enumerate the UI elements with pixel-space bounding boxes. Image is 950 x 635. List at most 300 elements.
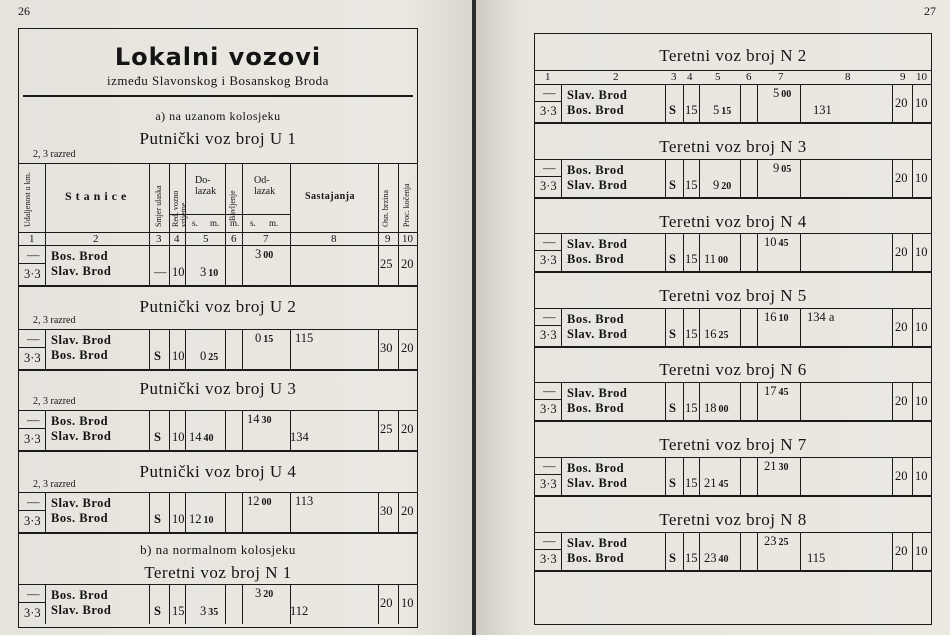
divider [757, 457, 758, 495]
meetings: 131 [813, 103, 832, 117]
brake: 20 [401, 422, 414, 436]
divider [378, 584, 379, 624]
arrival-m: 15 [721, 106, 732, 117]
divider [757, 233, 758, 271]
divider [892, 159, 893, 197]
right-page [476, 0, 950, 635]
station-to: Bos. Brod [567, 401, 625, 415]
col-num-8: 8 [845, 71, 851, 83]
divider [561, 457, 562, 495]
divider [892, 233, 893, 271]
departure [255, 586, 273, 601]
station-from: Bos. Brod [51, 588, 109, 602]
train-title-n5: Teretni voz broj N 5 [659, 286, 807, 305]
departure-h: 21 [764, 459, 777, 473]
departure-m: 20 [263, 589, 274, 600]
divider [149, 492, 150, 532]
speed: 20 [895, 171, 908, 185]
station-from: Bos. Brod [51, 249, 109, 263]
divider [912, 159, 913, 197]
divider [665, 159, 666, 197]
meetings: 134 [290, 430, 309, 444]
header-speed: Osn. brzina [381, 190, 390, 227]
km: 3·3 [24, 432, 41, 446]
divider [535, 570, 931, 572]
station-from: Slav. Brod [51, 496, 112, 510]
divider [169, 163, 170, 245]
divider [45, 410, 46, 450]
divider [535, 197, 931, 199]
train-row-n4 [535, 233, 931, 271]
km: 3·3 [24, 606, 41, 620]
departure [773, 161, 791, 176]
arrival-h: 9 [713, 178, 720, 192]
class-label-u2: 2, 3 razred [33, 315, 76, 326]
col-num-2: 2 [93, 233, 99, 245]
header-arrival: Do- lazak [195, 175, 217, 197]
divider [683, 532, 684, 570]
header-departure-h: s. [250, 218, 256, 228]
running-time: 10 [172, 512, 185, 526]
direction: S [669, 476, 676, 490]
arrival [189, 512, 214, 527]
divider [225, 410, 226, 450]
divider [740, 159, 741, 197]
divider [892, 532, 893, 570]
direction: S [669, 103, 676, 117]
header-meetings: Sastajanja [305, 191, 356, 202]
train-title-u2: Putnički voz broj U 2 [139, 297, 297, 316]
brake: 10 [915, 544, 928, 558]
divider [757, 532, 758, 570]
header-departure: Od- lazak [254, 175, 276, 197]
train-title-n3: Teretni voz broj N 3 [659, 137, 807, 156]
divider [19, 263, 45, 264]
departure-h: 14 [247, 412, 260, 426]
divider [699, 532, 700, 570]
direction: S [669, 178, 676, 192]
divider [185, 410, 186, 450]
divider [699, 233, 700, 271]
divider [45, 245, 46, 285]
divider [225, 584, 226, 624]
col-num-3: 3 [156, 233, 162, 245]
divider [149, 163, 150, 245]
arrival-h: 5 [713, 103, 720, 117]
speed: 20 [380, 596, 393, 610]
section-a-label: a) na uzanom kolosjeku [155, 109, 281, 123]
divider [892, 457, 893, 495]
brake: 10 [915, 394, 928, 408]
station-from: Slav. Brod [567, 536, 628, 550]
divider [19, 428, 45, 429]
station-from: Slav. Brod [51, 333, 112, 347]
divider [19, 347, 45, 348]
direction: — [154, 265, 167, 279]
arrival-m: 20 [721, 181, 732, 192]
divider [912, 84, 913, 122]
divider [757, 308, 758, 346]
header-direction: Smjer ulaska [154, 185, 163, 227]
divider [800, 233, 801, 271]
class-label-u1: 2, 3 razred [33, 149, 76, 160]
divider [535, 325, 561, 326]
divider [683, 382, 684, 420]
divider [683, 308, 684, 346]
divider [19, 369, 417, 371]
km: 3·3 [24, 267, 41, 281]
class-label-u3: 2, 3 razred [33, 396, 76, 407]
arrival [704, 551, 729, 566]
col-num-9: 9 [900, 71, 906, 83]
header-stations: S t a n i c e [65, 189, 127, 203]
divider [169, 410, 170, 450]
station-to: Slav. Brod [567, 476, 628, 490]
divider [149, 329, 150, 369]
arrival-h: 11 [704, 252, 717, 266]
departure [764, 235, 789, 250]
station-from: Bos. Brod [567, 312, 625, 326]
divider [378, 245, 379, 285]
brake: 20 [401, 341, 414, 355]
divider [800, 382, 801, 420]
divider [535, 101, 561, 102]
divider [683, 159, 684, 197]
header-arrival-m: m. [210, 218, 220, 228]
divider [561, 84, 562, 122]
header-bottom-rule [19, 232, 417, 233]
departure [255, 331, 273, 346]
divider [535, 549, 561, 550]
arrival-m: 10 [203, 515, 214, 526]
divider [149, 245, 150, 285]
divider [912, 457, 913, 495]
km: 3·3 [540, 253, 557, 267]
divider [535, 70, 931, 71]
dash: — [543, 161, 556, 175]
header-departure-m: m. [269, 218, 279, 228]
arrival-m: 25 [718, 330, 729, 341]
train-title-n4: Teretni voz broj N 4 [659, 212, 807, 231]
divider [535, 474, 561, 475]
brake: 10 [915, 245, 928, 259]
train-title-n6: Teretni voz broj N 6 [659, 360, 807, 379]
divider [242, 245, 243, 285]
speed: 20 [895, 394, 908, 408]
divider [398, 492, 399, 532]
divider [561, 308, 562, 346]
dash: — [27, 248, 40, 262]
running-time: 15 [685, 327, 698, 341]
divider [665, 308, 666, 346]
divider [225, 245, 226, 285]
divider [740, 532, 741, 570]
divider [561, 233, 562, 271]
divider [378, 163, 379, 245]
divider [169, 329, 170, 369]
meetings: 112 [290, 604, 309, 618]
arrival-m: 00 [718, 404, 729, 415]
departure [247, 494, 272, 509]
departure-m: 00 [263, 250, 274, 261]
col-num-4: 4 [687, 71, 693, 83]
divider [535, 399, 561, 400]
station-from: Bos. Brod [567, 461, 625, 475]
arrival [704, 476, 729, 491]
departure-m: 25 [778, 537, 789, 548]
train-title-u1: Putnički voz broj U 1 [139, 129, 297, 148]
page-number-left: 26 [18, 4, 30, 18]
divider [561, 159, 562, 197]
departure-m: 45 [778, 387, 789, 398]
departure-h: 5 [773, 86, 780, 100]
divider [699, 382, 700, 420]
divider [757, 382, 758, 420]
divider [892, 382, 893, 420]
divider [378, 410, 379, 450]
col-num-5: 5 [203, 233, 209, 245]
station-from: Slav. Brod [567, 386, 628, 400]
divider [242, 329, 243, 369]
departure-m: 15 [263, 334, 274, 345]
divider [561, 382, 562, 420]
departure-h: 3 [255, 247, 262, 261]
departure [764, 384, 789, 399]
divider [740, 308, 741, 346]
arrival-h: 21 [704, 476, 717, 490]
arrival-m: 25 [208, 352, 219, 363]
col-num-1: 1 [545, 71, 551, 83]
station-to: Bos. Brod [51, 511, 109, 525]
train-title-u3: Putnički voz broj U 3 [139, 379, 297, 398]
direction: S [669, 551, 676, 565]
station-from: Bos. Brod [567, 163, 625, 177]
departure-m: 00 [781, 89, 792, 100]
arrival [713, 178, 731, 193]
divider [699, 457, 700, 495]
divider [757, 84, 758, 122]
divider [378, 329, 379, 369]
title-rule [23, 95, 413, 97]
speed: 25 [380, 257, 393, 271]
divider [757, 159, 758, 197]
speed: 20 [895, 469, 908, 483]
station-to: Slav. Brod [51, 603, 112, 617]
divider [683, 233, 684, 271]
departure-h: 16 [764, 310, 777, 324]
divider [290, 245, 291, 285]
divider [740, 233, 741, 271]
arrival-m: 00 [718, 255, 729, 266]
meetings: 115 [295, 331, 314, 345]
train-title-n7: Teretni voz broj N 7 [659, 435, 807, 454]
station-to: Slav. Brod [567, 178, 628, 192]
train-title-n8: Teretni voz broj N 8 [659, 510, 807, 529]
arrival-m: 35 [208, 607, 219, 618]
divider [169, 584, 170, 624]
page-title: Lokalni vozovi [114, 43, 322, 71]
arrival-h: 3 [200, 604, 207, 618]
train-row-u4 [19, 492, 417, 532]
departure [255, 247, 273, 262]
station-from: Slav. Brod [567, 88, 628, 102]
speed: 25 [380, 422, 393, 436]
station-to: Bos. Brod [51, 348, 109, 362]
divider [800, 532, 801, 570]
train-row-u3 [19, 410, 417, 450]
arrival [200, 349, 218, 364]
departure-m: 00 [261, 497, 272, 508]
meetings: 134 a [807, 310, 835, 324]
divider [535, 176, 561, 177]
station-to: Bos. Brod [567, 103, 625, 117]
divider [740, 457, 741, 495]
brake: 10 [915, 171, 928, 185]
left-frame [18, 28, 418, 628]
arrival [704, 252, 728, 267]
divider [378, 492, 379, 532]
departure-m: 30 [778, 462, 789, 473]
running-time: 15 [685, 252, 698, 266]
divider [683, 457, 684, 495]
station-to: Slav. Brod [51, 429, 112, 443]
departure [773, 86, 791, 101]
departure-m: 30 [261, 415, 272, 426]
arrival [713, 103, 731, 118]
col-num-10: 10 [402, 233, 413, 245]
train-row-n6 [535, 382, 931, 420]
departure-h: 17 [764, 384, 777, 398]
header-braking: Proc. kočenja [402, 183, 411, 227]
running-time: 10 [172, 349, 185, 363]
col-num-9: 9 [385, 233, 391, 245]
direction: S [154, 430, 161, 444]
meetings: 113 [295, 494, 314, 508]
departure-m: 10 [778, 313, 789, 324]
departure [247, 412, 272, 427]
dash: — [543, 310, 556, 324]
brake: 10 [915, 96, 928, 110]
divider [185, 584, 186, 624]
speed: 20 [895, 320, 908, 334]
divider [535, 420, 931, 422]
divider [665, 84, 666, 122]
divider [398, 163, 399, 245]
divider [45, 492, 46, 532]
divider [225, 163, 226, 245]
direction: S [669, 327, 676, 341]
divider [169, 492, 170, 532]
dash: — [27, 413, 40, 427]
col-num-4: 4 [174, 233, 180, 245]
direction: S [669, 252, 676, 266]
class-label-u4: 2, 3 razred [33, 479, 76, 490]
departure [764, 459, 789, 474]
train-row-u1 [19, 245, 417, 285]
header-running-time: Red. vozno vrijeme [171, 190, 188, 227]
right-frame [534, 33, 932, 625]
km: 3·3 [24, 351, 41, 365]
col-num-5: 5 [715, 71, 721, 83]
arrival-h: 18 [704, 401, 717, 415]
meetings: 115 [807, 551, 826, 565]
col-num-7: 7 [778, 71, 784, 83]
arrival-h: 14 [189, 430, 202, 444]
departure-h: 23 [764, 534, 777, 548]
divider [290, 163, 291, 245]
brake: 20 [401, 257, 414, 271]
km: 3·3 [24, 514, 41, 528]
km: 3·3 [540, 402, 557, 416]
brake: 10 [401, 596, 414, 610]
divider [19, 602, 45, 603]
train-row-n7 [535, 457, 931, 495]
dash: — [27, 587, 40, 601]
divider [535, 122, 931, 124]
divider [912, 233, 913, 271]
page-subtitle: između Slavonskog i Bosanskog Broda [107, 73, 329, 88]
train-row-u2 [19, 329, 417, 369]
departure [764, 534, 789, 549]
header-arrival-h: s. [192, 218, 198, 228]
divider [800, 84, 801, 122]
divider [535, 346, 931, 348]
departure-h: 9 [773, 161, 780, 175]
divider [892, 308, 893, 346]
divider [800, 159, 801, 197]
divider [665, 233, 666, 271]
km: 3·3 [540, 328, 557, 342]
brake: 10 [915, 320, 928, 334]
divider [665, 457, 666, 495]
divider [535, 250, 561, 251]
divider [535, 495, 931, 497]
running-time: 15 [172, 604, 185, 618]
train-title-u4: Putnički voz broj U 4 [139, 462, 297, 481]
col-num-6: 6 [746, 71, 752, 83]
km: 3·3 [540, 179, 557, 193]
station-to: Slav. Brod [567, 327, 628, 341]
divider [45, 163, 46, 245]
divider [398, 410, 399, 450]
divider [225, 492, 226, 532]
running-time: 15 [685, 103, 698, 117]
col-num-6: 6 [231, 233, 237, 245]
divider [665, 382, 666, 420]
arrival [704, 401, 729, 416]
km: 3·3 [540, 477, 557, 491]
train-row-n8 [535, 532, 931, 570]
km: 3·3 [540, 104, 557, 118]
section-b-label: b) na normalnom kolosjeku [140, 542, 296, 557]
direction: S [154, 349, 161, 363]
arrival-m: 40 [718, 554, 729, 565]
departure [764, 310, 789, 325]
arrival-m: 40 [203, 433, 214, 444]
divider [561, 532, 562, 570]
arrival-h: 0 [200, 349, 207, 363]
brake: 20 [401, 504, 414, 518]
dash: — [543, 235, 556, 249]
direction: S [154, 512, 161, 526]
divider [699, 159, 700, 197]
divider [19, 532, 417, 534]
divider [892, 84, 893, 122]
divider [185, 245, 186, 285]
dash: — [543, 534, 556, 548]
divider [912, 532, 913, 570]
arrival-m: 45 [718, 479, 729, 490]
